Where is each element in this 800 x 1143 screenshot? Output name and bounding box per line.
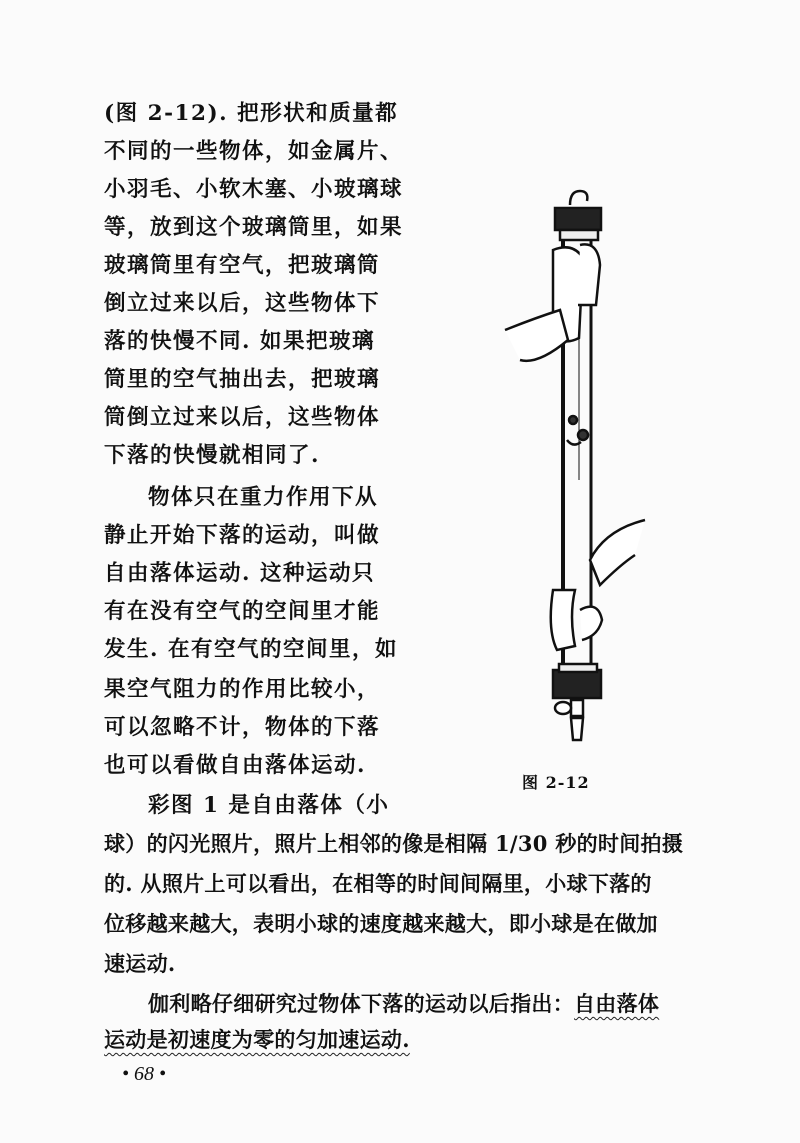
text-line: 下落的快慢就相同了. — [104, 443, 320, 468]
text-line: 果空气阻力的作用比较小， — [104, 677, 381, 702]
text-line: 位移越来越大，表明小球的速度越来越大，即小球是在做加 — [104, 911, 658, 936]
key-statement: 运动是初速度为零的匀加速运动. — [104, 1027, 410, 1052]
text-line — [104, 560, 375, 588]
text-line — [148, 990, 659, 1018]
text-line: 也可以看做自由落体运动. — [104, 753, 366, 778]
text-segment: 伽利略仔细研究过物体下落的运动以后指出： — [148, 991, 574, 1016]
text-line — [104, 1026, 410, 1054]
text-line: 球）的闪光照片，照片上相邻的像是相隔 1/30 秒的时间拍摄 — [104, 831, 684, 856]
text-line: 速运动. — [104, 951, 176, 976]
text-line: 发生. 在有空气的空间里，如 — [104, 637, 398, 662]
text-line: 筒里的空气抽出去，把玻璃 — [104, 367, 381, 392]
text-segment: 这种运动只 — [260, 561, 376, 586]
text-line: 筒倒立过来以后，这些物体 — [104, 405, 381, 430]
text-line: 物体只在重力作用下从 — [148, 485, 379, 510]
text-line: 不同的一些物体，如金属片、 — [104, 139, 404, 164]
text-line: 等，放到这个玻璃筒里，如果 — [104, 215, 404, 240]
key-statement: 自由落体 — [574, 991, 660, 1016]
text-line: (图 2-12). 把形状和质量都 — [104, 101, 399, 126]
text-line: 的. 从照片上可以看出，在相等的时间间隔里，小球下落的 — [104, 871, 652, 896]
text-line: 落的快慢不同. 如果把玻璃 — [104, 329, 375, 354]
text-line: 倒立过来以后，这些物体下 — [104, 291, 381, 316]
defined-term: 自由落体运动. — [104, 561, 251, 586]
text-line: 玻璃筒里有空气，把玻璃筒 — [104, 253, 381, 278]
text-line: 有在没有空气的空间里才能 — [104, 599, 381, 624]
figure-glass-tube-illustration — [495, 180, 655, 770]
text-line: 彩图 1 是自由落体（小 — [148, 793, 390, 818]
figure-caption: 图 2-12 — [522, 773, 590, 792]
text-line: 可以忽略不计，物体的下落 — [104, 715, 381, 740]
text-line: 小羽毛、小软木塞、小玻璃球 — [104, 177, 404, 202]
page-number: • 68 • — [122, 1063, 167, 1085]
text-line: 静止开始下落的运动，叫做 — [104, 523, 381, 548]
